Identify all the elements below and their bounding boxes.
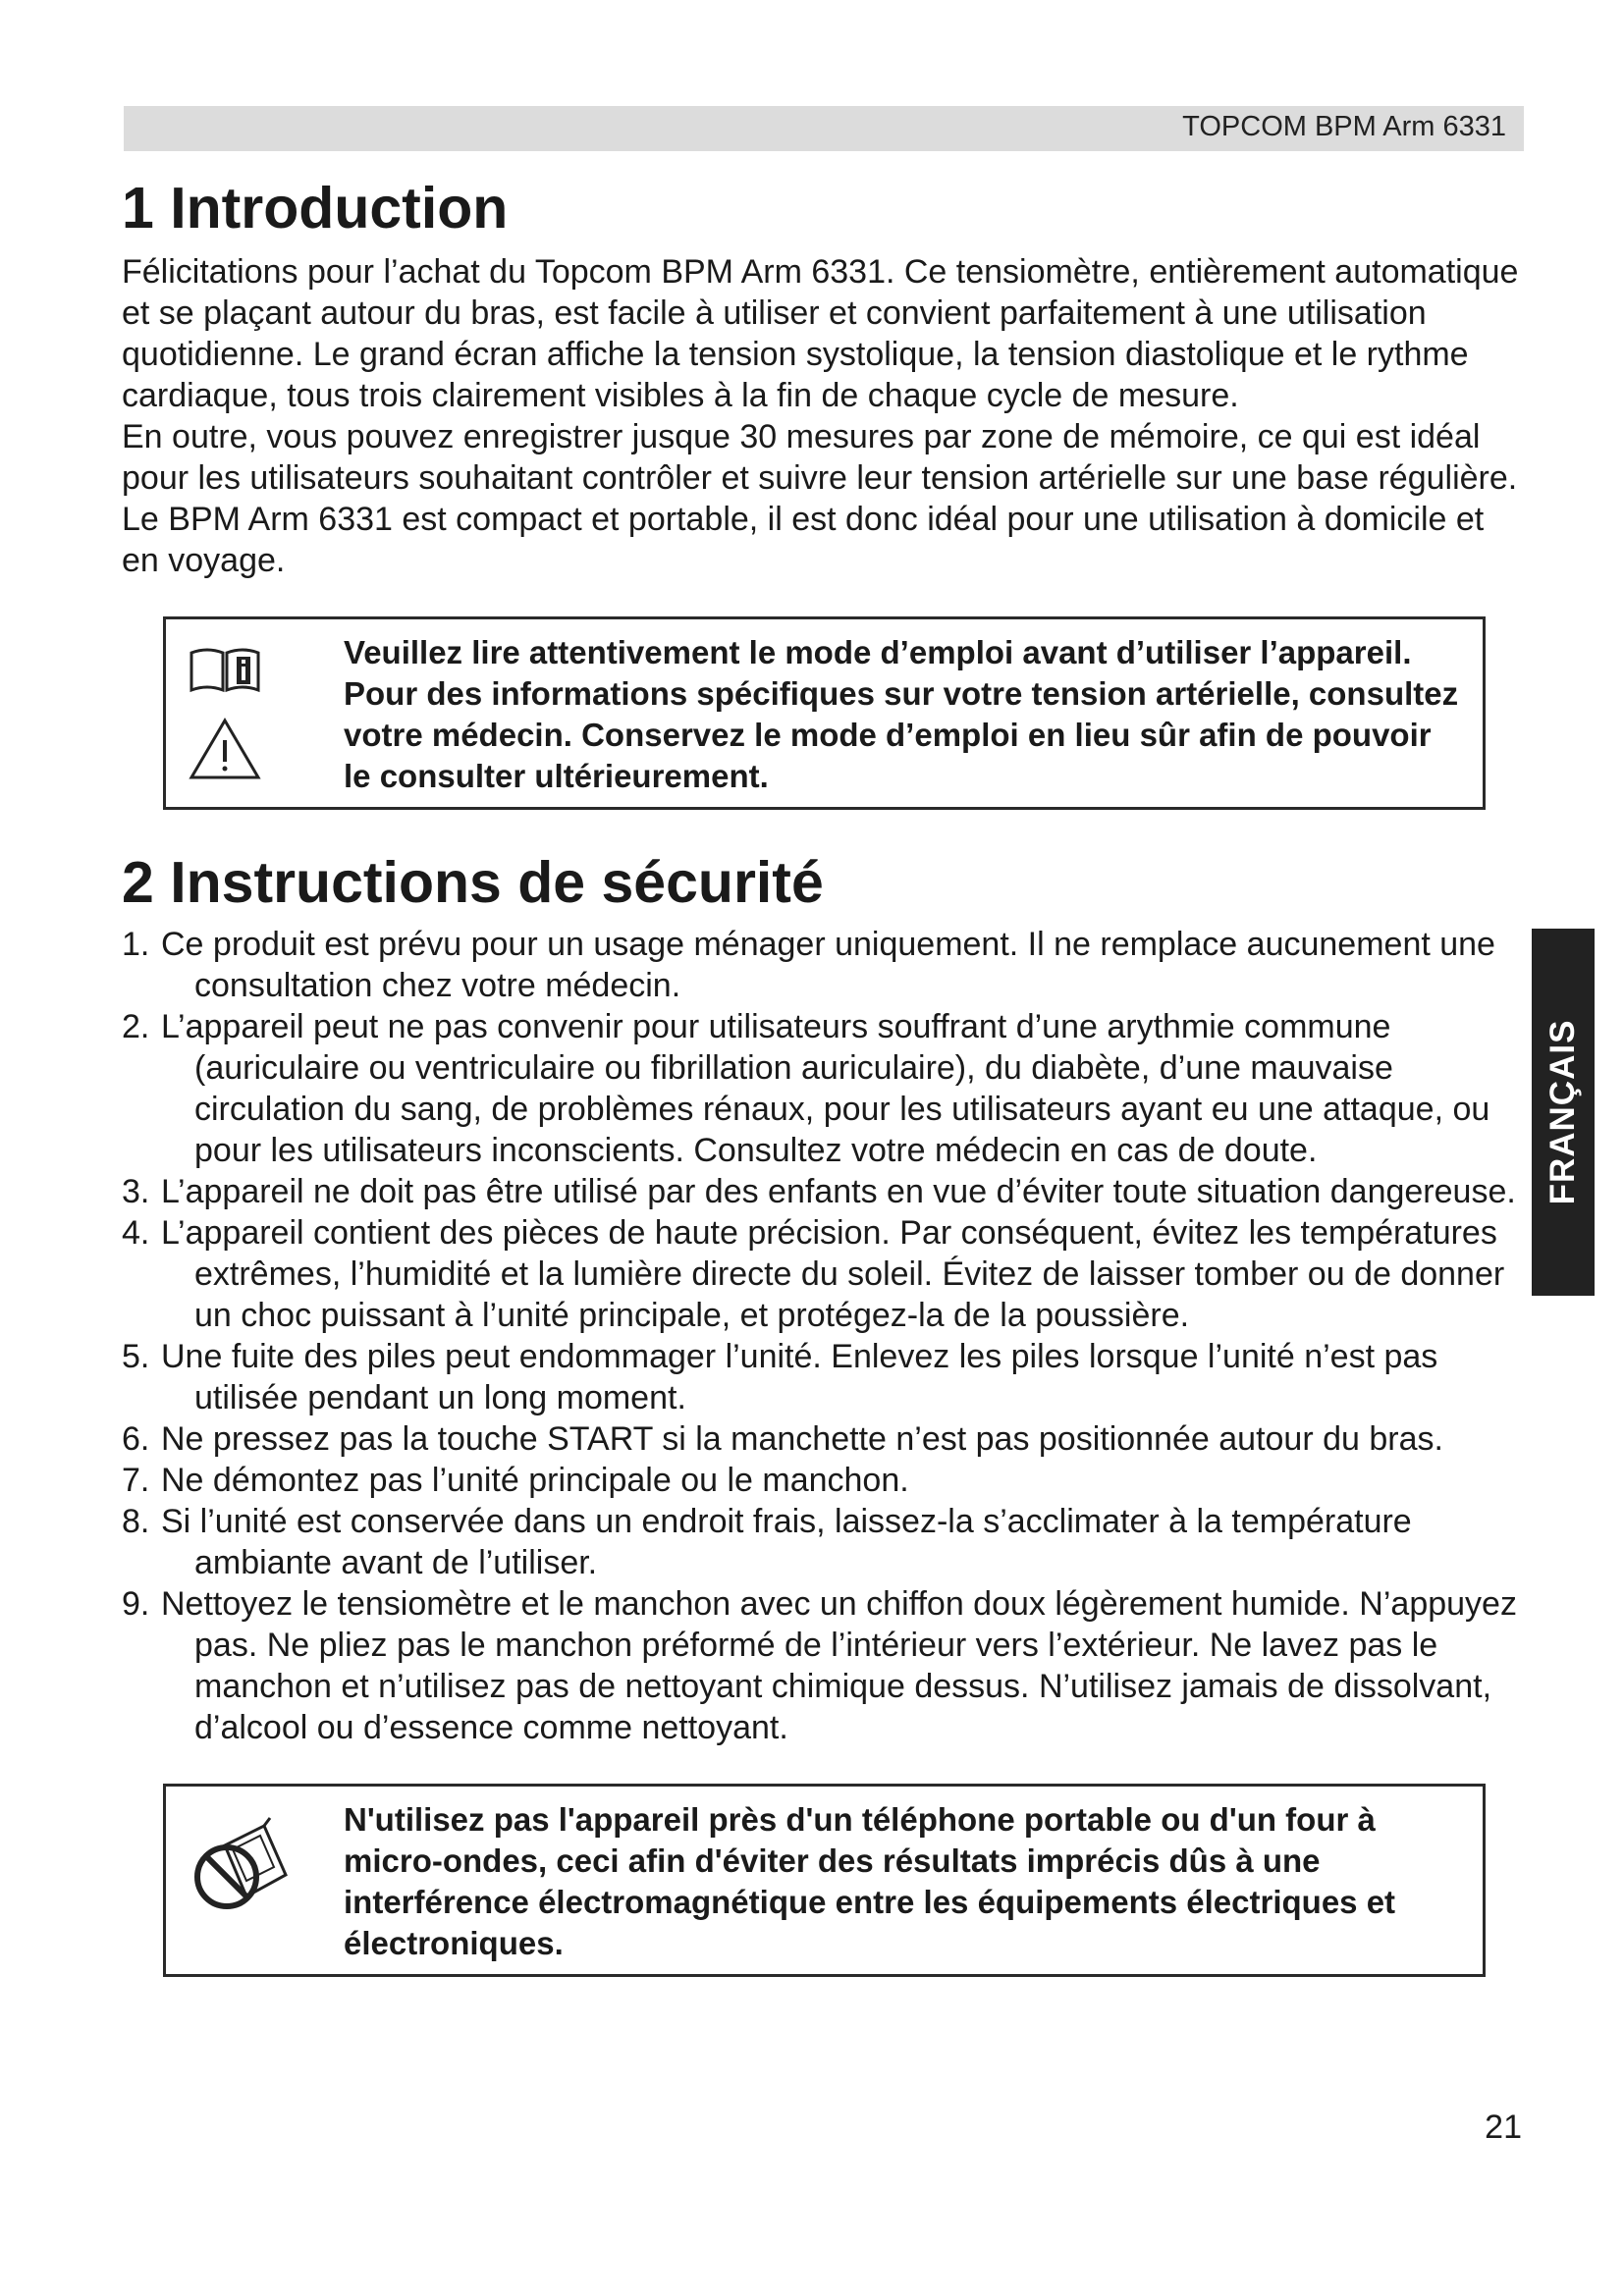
- list-item: [122, 1460, 1526, 1501]
- list-item-text: L’appareil peut ne pas convenir pour utilisateurs souffrant d’une arythmie commune (auriculaire ou ventriculaire ou fibrillation auriculaire), du diabète, d’une mauvaise circulation du sang, de problèmes rénaux, pour les utilisateurs ayant eu une attaque, ou pour les utilisateurs inconscients. Consultez votre médecin en cas de doute.: [161, 1008, 1490, 1169]
- list-item-number: 1.: [122, 926, 150, 963]
- language-tab: [1532, 929, 1595, 1296]
- list-item-text: L’appareil contient des pièces de haute précision. Par conséquent, évitez les températures extrêmes, l’humidité et la lumière directe du soleil. Évitez de laisser tomber ou de donner un choc puissant à l’unité principale, et protégez-la de la poussière.: [161, 1214, 1505, 1334]
- list-item: [122, 1583, 1526, 1748]
- list-item-number: 4.: [122, 1214, 150, 1252]
- list-item: [122, 1006, 1526, 1171]
- list-item-number: 2.: [122, 1008, 150, 1045]
- list-item-number: 7.: [122, 1462, 150, 1499]
- list-item: [122, 1171, 1526, 1212]
- list-item-number: 5.: [122, 1338, 150, 1375]
- list-item-text: Nettoyez le tensiomètre et le manchon avec un chiffon doux légèrement humide. N’appuyez pas. Ne pliez pas le manchon préformé de l’intérieur vers l’extérieur. Ne lavez pas le manchon et n’utilisez pas de nettoyant chimique dessus. N’utilisez jamais de dissolvant, d’alcool ou d’essence comme nettoyant.: [161, 1585, 1517, 1746]
- section-1-heading: 1 Introduction: [122, 176, 509, 240]
- intro-paragraph-2: En outre, vous pouvez enregistrer jusque 30 mesures par zone de mémoire, ce qui est idéal pour les utilisateurs souhaitant contrôler et suivre leur tension artérielle sur une base régulière. Le BPM Arm 6331 est compact et portable, il est donc idéal pour une utilisation à domicile et en voyage.: [122, 418, 1518, 579]
- list-item-text: L’appareil ne doit pas être utilisé par des enfants en vue d’éviter toute situation dangereuse.: [161, 1173, 1516, 1210]
- notice-electromagnetic-text: N'utilisez pas l'appareil près d'un téléphone portable ou d'un four à micro-ondes, ceci afin d'éviter des résultats imprécis dûs à une interférence électromagnétique entre les équipements électriques et électroniques.: [344, 1801, 1396, 1961]
- no-mobile-phone-icon: [188, 1816, 296, 1924]
- notice-icons: [188, 645, 276, 786]
- notice-read-manual: [163, 616, 1486, 810]
- list-item: [122, 1212, 1526, 1336]
- list-item: [122, 924, 1526, 1006]
- warning-triangle-icon: [188, 717, 262, 781]
- manual-info-icon: [188, 645, 262, 694]
- page-number: 21: [1485, 2109, 1522, 2146]
- notice-icons: [188, 1816, 276, 1929]
- page-content: [122, 169, 1526, 1977]
- list-item-text: Ne démontez pas l’unité principale ou le manchon.: [161, 1462, 909, 1499]
- list-item-text: Ne pressez pas la touche START si la manchette n’est pas positionnée autour du bras.: [161, 1420, 1443, 1458]
- intro-paragraph-1: Félicitations pour l’achat du Topcom BPM Arm 6331. Ce tensiomètre, entièrement automatique et se plaçant autour du bras, est facile à utiliser et convient parfaitement à une utilisation quotidienne. Le grand écran affiche la tension systolique, la tension diastolique et le rythme cardiaque, tous trois clairement visibles à la fin de chaque cycle de mesure.: [122, 253, 1519, 414]
- notice-read-manual-text: Veuillez lire attentivement le mode d’emploi avant d’utiliser l’appareil. Pour des informations spécifiques sur votre tension artérielle, consultez votre médecin. Conservez le mode d’emploi en lieu sûr afin de pouvoir le consulter ultérieurement.: [344, 634, 1459, 794]
- list-item: [122, 1336, 1526, 1418]
- list-item-number: 9.: [122, 1585, 150, 1623]
- list-item-text: Ce produit est prévu pour un usage ménager uniquement. Il ne remplace aucunement une consultation chez votre médecin.: [161, 926, 1495, 1004]
- list-item-text: Si l’unité est conservée dans un endroit frais, laissez-la s’acclimater à la température ambiante avant de l’utiliser.: [161, 1503, 1412, 1581]
- safety-instructions-list: [122, 924, 1526, 1748]
- section-2-heading: 2 Instructions de sécurité: [122, 850, 824, 915]
- list-item-number: 6.: [122, 1420, 150, 1458]
- list-item-number: 3.: [122, 1173, 150, 1210]
- list-item-text: Une fuite des piles peut endommager l’unité. Enlevez les piles lorsque l’unité n’est pas utilisée pendant un long moment.: [161, 1338, 1438, 1416]
- notice-electromagnetic: [163, 1784, 1486, 1977]
- header-title: TOPCOM BPM Arm 6331: [1182, 111, 1506, 142]
- list-item-number: 8.: [122, 1503, 150, 1540]
- list-item: [122, 1501, 1526, 1583]
- header-bar: [124, 106, 1524, 151]
- list-item: [122, 1418, 1526, 1460]
- language-tab-label: FRANÇAIS: [1543, 1019, 1582, 1205]
